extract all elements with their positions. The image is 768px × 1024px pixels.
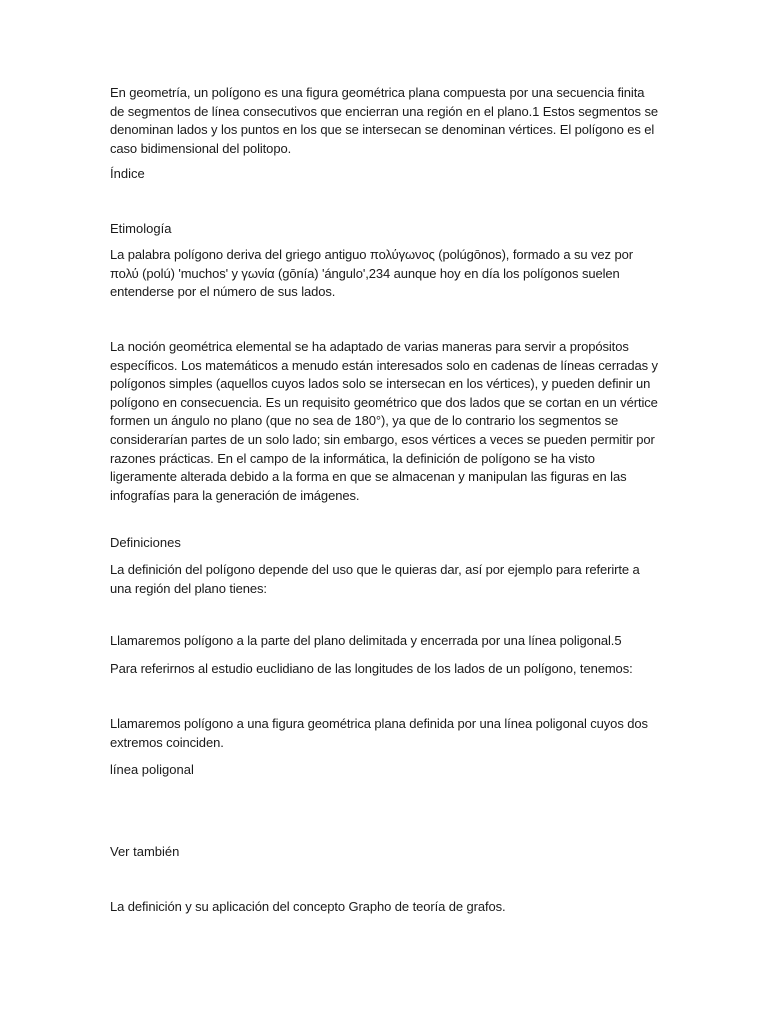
definition-1-paragraph: Llamaremos polígono a la parte del plano delimitada y encerrada por una línea poligonal.5 [110,633,622,648]
intro-paragraph: En geometría, un polígono es una figura geométrica plana compuesta por una secuencia finita de segmentos de línea consecutivos que encierran una región en el plano.1 Estos segmentos se denominan lados y los puntos en los que se intersecan se denominan vértices. El polígono es el caso bidimensional del politopo. [110,85,658,156]
notion-paragraph: La noción geométrica elemental se ha adaptado de varias maneras para servir a propósitos específicos. Los matemáticos a menudo están interesados solo en cadenas de líneas cerradas y polígonos simples (aquellos cuyos lados solo se intersecan en los vértices), y pueden definir un polígono en consecuencia. Es un requisito geométrico que dos lados que se cortan en un vértice formen un ángulo no plano (que no sea de 180°), ya que de lo contrario los segmentos se considerarían partes de un solo lado; sin embargo, esos vértices a veces se pueden permitir por razones prácticas. En el campo de la informática, la definición de polígono se ha visto ligeramente alterada debido a la forma en que se almacenan y manipulan las figuras en las infografías para la generación de imágenes. [110,339,658,503]
index-heading: Índice [110,166,145,181]
see-also-paragraph: La definición y su aplicación del concepto Grapho de teoría de grafos. [110,899,506,914]
polyline-label: línea poligonal [110,762,194,777]
definitions-heading: Definiciones [110,535,181,550]
definitions-paragraph: La definición del polígono depende del uso que le quieras dar, así por ejemplo para referirte a una región del plano tienes: [110,562,640,596]
euclid-paragraph: Para referirnos al estudio euclidiano de las longitudes de los lados de un polígono, tenemos: [110,661,633,676]
definition-2-paragraph: Llamaremos polígono a una figura geométrica plana definida por una línea poligonal cuyos dos extremos coinciden. [110,716,648,750]
etymology-paragraph: La palabra polígono deriva del griego antiguo πολύγωνος (polúgōnos), formado a su vez por πολύ (polú) 'muchos' y γωνία (gōnía) 'ángulo',234 aunque hoy en día los polígonos suelen entenderse por el número de sus lados. [110,247,633,300]
etymology-heading: Etimología [110,221,172,236]
see-also-heading: Ver también [110,844,180,859]
